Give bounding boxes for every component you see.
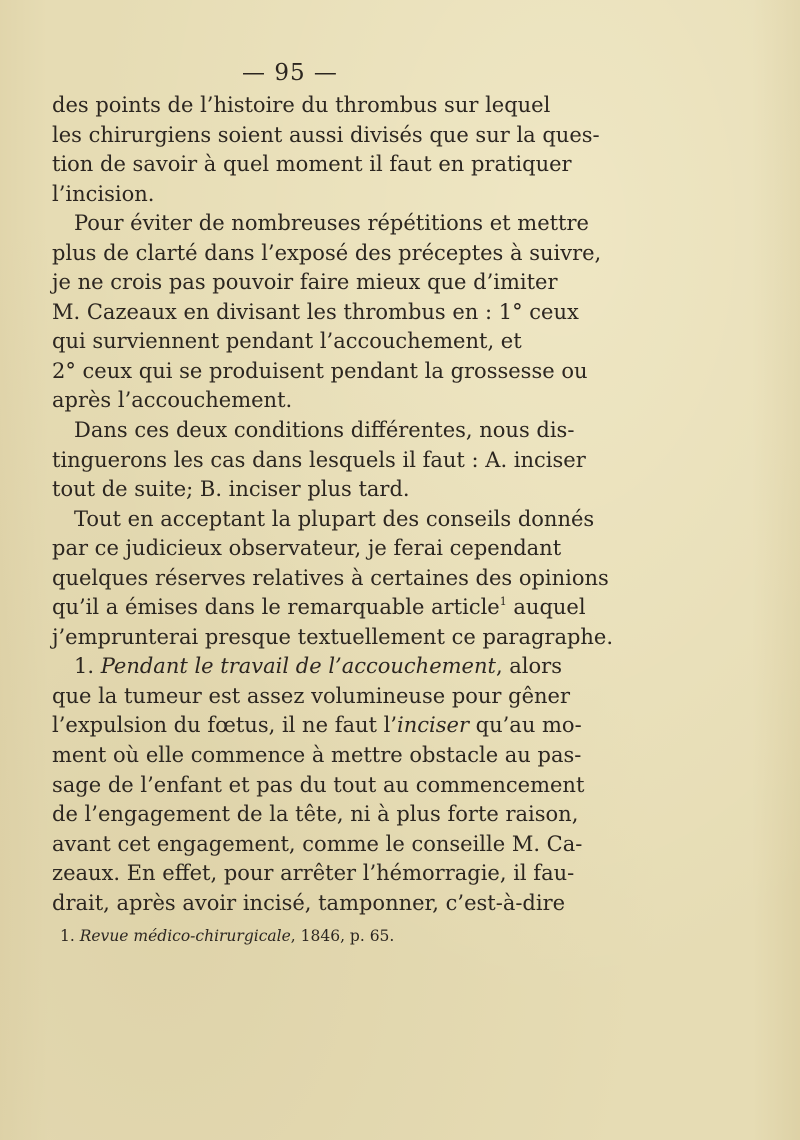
footnote-citation: , 1846, p. 65. xyxy=(290,927,395,945)
italic-word: inciser xyxy=(397,713,469,738)
text-line: quelques réserves relatives à certaines des opinions xyxy=(52,565,609,590)
line-text: l’expulsion du fœtus, il ne faut l’ xyxy=(52,713,398,738)
text-line: après l’accouchement. xyxy=(52,388,293,413)
text-line: M. Cazeaux en divisant les thrombus en : 1° ceux xyxy=(52,299,579,324)
line-text: qu’au mo- xyxy=(468,713,582,738)
text-line: que la tumeur est assez volumineuse pour gêner xyxy=(52,683,571,708)
footnote-journal-title: Revue médico-chirurgicale xyxy=(79,927,291,945)
text-line xyxy=(52,593,586,623)
text-line: plus de clarté dans l’exposé des préceptes à suivre, xyxy=(52,240,602,265)
footnote-reference: 1 xyxy=(499,595,507,609)
text-line: Dans ces deux conditions différentes, nous dis- xyxy=(74,418,575,443)
text-line: sage de l’enfant et pas du tout au commencement xyxy=(52,772,585,797)
text-line: de l’engagement de la tête, ni à plus forte raison, xyxy=(52,802,579,827)
text-line: tout de suite; B. inciser plus tard. xyxy=(52,477,410,502)
text-line: j’emprunterai presque textuellement ce paragraphe. xyxy=(52,624,614,649)
body-text xyxy=(52,91,614,918)
footnote xyxy=(60,925,394,947)
text-line: avant cet engagement, comme le conseille M. Ca- xyxy=(52,831,583,856)
text-line: ment où elle commence à mettre obstacle au pas- xyxy=(52,743,582,768)
text-line: tinguerons les cas dans lesquels il faut : A. inciser xyxy=(52,447,586,472)
line-text: qu’il a émises dans le remarquable article xyxy=(52,595,500,620)
text-line: des points de l’histoire du thrombus sur lequel xyxy=(52,93,551,117)
text-line: qui surviennent pendant l’accouchement, et xyxy=(52,329,522,354)
text-line: 2° ceux qui se produisent pendant la grossesse ou xyxy=(52,358,588,383)
footnote-marker: 1. xyxy=(60,927,80,945)
text-line xyxy=(52,652,562,682)
section-number: 1. xyxy=(74,654,101,679)
text-line: par ce judicieux observateur, je ferai cependant xyxy=(52,536,562,561)
text-line: zeaux. En effet, pour arrêter l’hémorragie, il fau- xyxy=(52,861,575,886)
text-line: l’incision. xyxy=(52,181,155,206)
text-line: Pour éviter de nombreuses répétitions et mettre xyxy=(74,211,589,236)
line-text: auquel xyxy=(506,595,586,620)
line-text: , alors xyxy=(495,654,562,679)
text-line: je ne crois pas pouvoir faire mieux que d’imiter xyxy=(52,270,558,295)
text-line: Tout en acceptant la plupart des conseils donnés xyxy=(74,506,595,531)
text-line: tion de savoir à quel moment il faut en pratiquer xyxy=(52,152,572,177)
text-line: drait, après avoir incisé, tamponner, c’est-à-dire xyxy=(52,890,566,915)
section-heading-italic: Pendant le travail de l’accouchement xyxy=(100,654,496,679)
text-line xyxy=(52,711,582,741)
text-line: les chirurgiens soient aussi divisés que sur la ques- xyxy=(52,122,600,147)
page-number: — 95 — xyxy=(242,60,338,86)
